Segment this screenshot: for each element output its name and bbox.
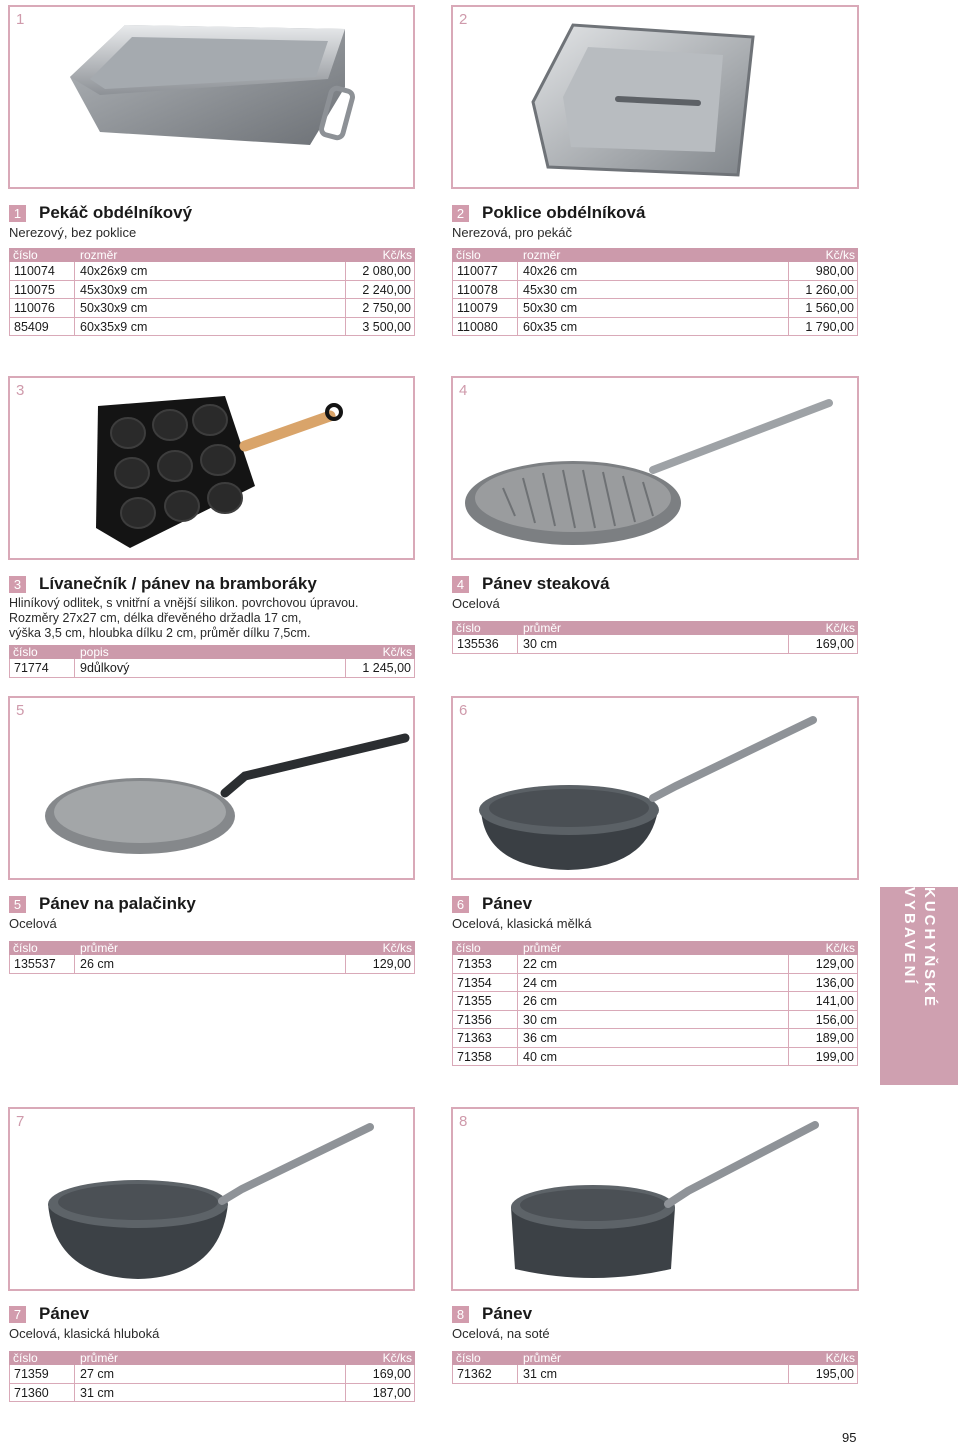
product-title: Pekáč obdélníkový [39, 203, 193, 222]
table-row [452, 299, 858, 318]
cell-code: 110074 [9, 262, 75, 280]
header-diameter: průměr [80, 1351, 119, 1365]
cell-price: 195,00 [788, 1365, 858, 1383]
product-1 [9, 203, 415, 336]
cell-price: 2 080,00 [345, 262, 415, 280]
product-title-row [9, 574, 415, 594]
product-image-box-5 [8, 696, 415, 880]
price-table [452, 941, 858, 1066]
product-6 [452, 894, 858, 1066]
product-title: Poklice obdélníková [482, 203, 646, 222]
product-title-row [9, 894, 415, 914]
price-table-header [9, 248, 415, 262]
cell-code: 71353 [452, 955, 518, 973]
cell-price: 141,00 [788, 992, 858, 1010]
table-row [9, 1384, 415, 1403]
product-title-row [9, 1304, 415, 1324]
cell-price: 169,00 [345, 1365, 415, 1383]
product-description-line: Rozměry 27x27 cm, délka dřevěného držadla 17 cm, [9, 611, 302, 625]
cell-diameter: 22 cm [523, 957, 558, 971]
cell-code: 135536 [452, 635, 518, 653]
cell-diameter: 26 cm [523, 994, 558, 1008]
header-code: číslo [13, 248, 38, 262]
header-diameter: průměr [80, 941, 119, 955]
product-image-box-6 [451, 696, 859, 880]
table-row [9, 955, 415, 974]
cell-diameter: 30 cm [523, 1012, 558, 1027]
price-table-header [9, 645, 415, 659]
table-row [452, 974, 858, 993]
product-subtitle: Nerezový, bez poklice [9, 225, 137, 240]
table-row [452, 1365, 858, 1384]
image-number: 2 [459, 11, 468, 28]
image-number: 5 [16, 702, 25, 719]
table-row [9, 1365, 415, 1384]
header-price: Kč/ks [382, 248, 412, 262]
product-4 [452, 574, 858, 654]
product-number-badge: 2 [452, 205, 469, 222]
product-image-box-8 [451, 1107, 859, 1291]
product-3 [9, 574, 415, 678]
cell-diameter: 40 cm [523, 1049, 558, 1064]
table-row [452, 1029, 858, 1048]
cell-code: 71363 [452, 1029, 518, 1047]
image-number: 8 [459, 1113, 468, 1130]
image-number: 1 [16, 11, 25, 28]
header-price: Kč/ks [825, 248, 855, 262]
product-title-row [452, 574, 858, 594]
cell-price: 1 245,00 [345, 659, 415, 677]
header-diameter: průměr [523, 621, 562, 635]
cell-price: 1 560,00 [788, 299, 858, 317]
cell-price: 1 260,00 [788, 281, 858, 299]
table-row [452, 318, 858, 337]
product-2 [452, 203, 858, 336]
header-diameter: průměr [523, 1351, 562, 1365]
price-table [452, 1351, 858, 1384]
product-title: Pánev steaková [482, 574, 610, 593]
price-table [9, 248, 415, 336]
cell-diameter: 31 cm [80, 1385, 115, 1400]
cell-price: 199,00 [788, 1048, 858, 1066]
cell-size: 40x26x9 cm [80, 264, 148, 278]
image-number: 7 [16, 1113, 25, 1130]
cell-price: 129,00 [788, 955, 858, 973]
cell-size: 50x30 cm [523, 301, 578, 315]
header-code: číslo [13, 645, 38, 659]
product-image-box-2 [451, 5, 859, 189]
table-row [9, 299, 415, 318]
cell-price: 1 790,00 [788, 318, 858, 336]
section-side-tab-label: KUCHYŇSKÉ VYBAVENÍ [901, 887, 938, 1010]
product-subtitle: Ocelová [9, 916, 57, 931]
header-size: rozměr [80, 248, 118, 262]
table-row [9, 318, 415, 337]
cell-code: 135537 [9, 955, 75, 973]
header-code: číslo [456, 621, 481, 635]
header-code: číslo [456, 1351, 481, 1365]
product-image-box-1 [8, 5, 415, 189]
deep-pan-image [10, 1109, 415, 1291]
header-description: popis [80, 645, 109, 659]
price-table-header [452, 1351, 858, 1365]
product-5 [9, 894, 415, 974]
cell-code: 71362 [452, 1365, 518, 1383]
cell-price: 156,00 [788, 1011, 858, 1029]
product-subtitle: Ocelová [452, 596, 500, 611]
price-table-header [452, 621, 858, 635]
cell-code: 71360 [9, 1384, 75, 1402]
cell-description: 9důlkový [80, 661, 130, 675]
product-image-box-3 [8, 376, 415, 560]
table-row [9, 281, 415, 300]
header-price: Kč/ks [825, 1351, 855, 1365]
table-row [452, 1011, 858, 1030]
table-row [452, 955, 858, 974]
cell-price: 189,00 [788, 1029, 858, 1047]
product-subtitle: Ocelová, na soté [452, 1326, 550, 1341]
cell-size: 60x35 cm [523, 319, 578, 334]
price-table-header [452, 941, 858, 955]
cell-size: 45x30 cm [523, 282, 578, 297]
product-description-line: výška 3,5 cm, hloubka dílku 2 cm, průměr dílku 7,5cm. [9, 626, 311, 640]
table-row [452, 281, 858, 300]
header-price: Kč/ks [825, 621, 855, 635]
product-subtitle: Ocelová, klasická hluboká [9, 1326, 160, 1341]
cell-price: 2 240,00 [345, 281, 415, 299]
price-table [9, 941, 415, 974]
header-diameter: průměr [523, 941, 562, 955]
cell-code: 85409 [9, 318, 75, 336]
cell-code: 110080 [452, 318, 518, 336]
product-7 [9, 1304, 415, 1402]
product-title-row [9, 203, 415, 223]
section-side-tab [880, 887, 958, 1085]
product-number-badge: 4 [452, 576, 469, 593]
product-number-badge: 8 [452, 1306, 469, 1323]
product-title-row [452, 1304, 858, 1324]
table-row [452, 1048, 858, 1067]
cell-code: 71355 [452, 992, 518, 1010]
cell-code: 71358 [452, 1048, 518, 1066]
product-image-box-4 [451, 376, 859, 560]
table-row [452, 992, 858, 1011]
cell-price: 980,00 [788, 262, 858, 280]
cell-code: 110079 [452, 299, 518, 317]
header-code: číslo [456, 248, 481, 262]
saute-pan-image [453, 1109, 859, 1291]
price-table [452, 621, 858, 654]
product-subtitle: Hliníkový odlitek, s vnitřní a vnější silikon. povrchovou úpravou. [9, 596, 359, 610]
table-row [9, 262, 415, 281]
header-price: Kč/ks [825, 941, 855, 955]
product-number-badge: 6 [452, 896, 469, 913]
header-size: rozměr [523, 248, 561, 262]
cell-price: 3 500,00 [345, 318, 415, 336]
crepe-pan-image [10, 698, 415, 880]
product-title-row [452, 203, 858, 223]
image-number: 4 [459, 382, 468, 399]
price-table [9, 1351, 415, 1402]
header-price: Kč/ks [382, 1351, 412, 1365]
price-table [9, 645, 415, 678]
product-subtitle: Nerezová, pro pekáč [452, 225, 572, 240]
product-title: Pánev [482, 894, 533, 913]
price-table [452, 248, 858, 336]
roasting-pan-image [10, 7, 415, 189]
cell-code: 110077 [452, 262, 518, 280]
product-title-row [452, 894, 858, 914]
cell-price: 129,00 [345, 955, 415, 973]
table-row [452, 262, 858, 281]
header-code: číslo [13, 941, 38, 955]
price-table-header [9, 1351, 415, 1365]
cell-price: 2 750,00 [345, 299, 415, 317]
pan-lid-image [453, 7, 859, 189]
product-title: Pánev [39, 1304, 90, 1323]
header-price: Kč/ks [382, 645, 412, 659]
product-number-badge: 3 [9, 576, 26, 593]
price-table-header [452, 248, 858, 262]
cell-code: 71774 [9, 659, 75, 677]
cell-size: 45x30x9 cm [80, 282, 148, 297]
cell-diameter: 31 cm [523, 1367, 558, 1381]
product-subtitle: Ocelová, klasická mělká [452, 916, 592, 931]
cell-code: 71359 [9, 1365, 75, 1383]
cell-price: 169,00 [788, 635, 858, 653]
shallow-pan-image [453, 698, 859, 880]
image-number: 6 [459, 702, 468, 719]
product-title: Pánev na palačinky [39, 894, 196, 913]
cell-size: 50x30x9 cm [80, 301, 148, 315]
cell-code: 71354 [452, 974, 518, 992]
product-title: Lívanečník / pánev na bramboráky [39, 574, 317, 593]
cell-diameter: 30 cm [523, 637, 558, 651]
product-title: Pánev [482, 1304, 533, 1323]
product-image-box-7 [8, 1107, 415, 1291]
header-price: Kč/ks [382, 941, 412, 955]
table-row [9, 659, 415, 678]
product-number-badge: 7 [9, 1306, 26, 1323]
cell-diameter: 36 cm [523, 1031, 558, 1045]
cell-code: 71356 [452, 1011, 518, 1029]
cell-code: 110078 [452, 281, 518, 299]
page-number: 95 [842, 1430, 857, 1445]
cell-diameter: 24 cm [523, 975, 558, 990]
cell-price: 136,00 [788, 974, 858, 992]
pancake-pan-image [10, 378, 415, 560]
table-row [452, 635, 858, 654]
cell-diameter: 27 cm [80, 1367, 115, 1381]
cell-size: 40x26 cm [523, 264, 578, 278]
header-code: číslo [13, 1351, 38, 1365]
cell-diameter: 26 cm [80, 957, 115, 971]
product-number-badge: 1 [9, 205, 26, 222]
product-8 [452, 1304, 858, 1384]
cell-code: 110075 [9, 281, 75, 299]
header-code: číslo [456, 941, 481, 955]
steak-pan-image [453, 378, 859, 560]
cell-code: 110076 [9, 299, 75, 317]
product-number-badge: 5 [9, 896, 26, 913]
cell-price: 187,00 [345, 1384, 415, 1402]
image-number: 3 [16, 382, 25, 399]
cell-size: 60x35x9 cm [80, 319, 148, 334]
price-table-header [9, 941, 415, 955]
